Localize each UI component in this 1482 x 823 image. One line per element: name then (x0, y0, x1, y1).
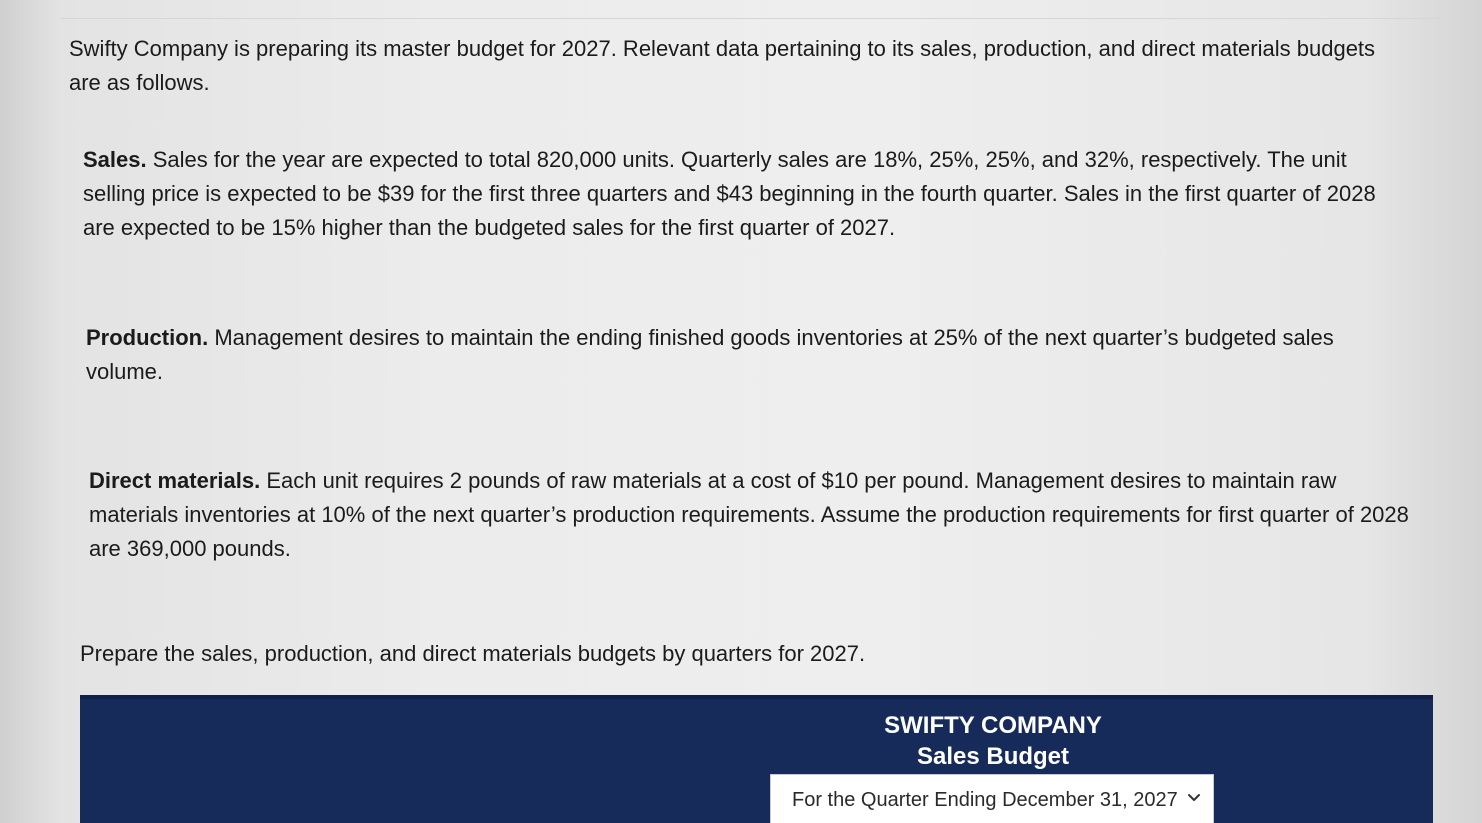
top-divider (60, 18, 1442, 19)
budget-title: Sales Budget (916, 743, 1070, 770)
production-label: Production. (86, 325, 209, 350)
chevron-down-icon (1185, 789, 1203, 807)
sales-paragraph (83, 143, 1403, 245)
sales-label: Sales. (83, 147, 147, 172)
instruction-paragraph: Prepare the sales, production, and direct materials budgets by quarters for 2027. (80, 641, 866, 666)
period-dropdown[interactable] (770, 774, 1214, 823)
company-name: SWIFTY COMPANY (884, 712, 1102, 739)
intro-paragraph: Swifty Company is preparing its master budget for 2027. Relevant data pertaining to its sales, production, and direct materials budgets are as follows. (69, 36, 1376, 95)
direct-materials-text: Each unit requires 2 pounds of raw materials at a cost of $10 per pound. Management desires to maintain raw materials inventories at 10% of the next quarter’s production requirements. Assume the production requirements for first quarter of 2028 are 369,000 pounds. (89, 468, 1409, 561)
production-text: Management desires to maintain the ending finished goods inventories at 25% of the next quarter’s budgeted sales volume. (86, 325, 1334, 384)
direct-materials-paragraph (89, 464, 1419, 566)
production-paragraph (86, 321, 1396, 389)
direct-materials-label: Direct materials. (89, 468, 261, 493)
period-dropdown-value: For the Quarter Ending December 31, 2027 (792, 789, 1178, 811)
budget-header-top-edge (80, 695, 1433, 699)
sales-text: Sales for the year are expected to total 820,000 units. Quarterly sales are 18%, 25%, 25%, and 32%, respectively. The unit selling price is expected to be $39 for the first three quarters and $43 beginning in the fourth quarter. Sales in the first quarter of 2028 are expected to be 15% higher than the budgeted sales for the first quarter of 2027. (83, 147, 1376, 240)
